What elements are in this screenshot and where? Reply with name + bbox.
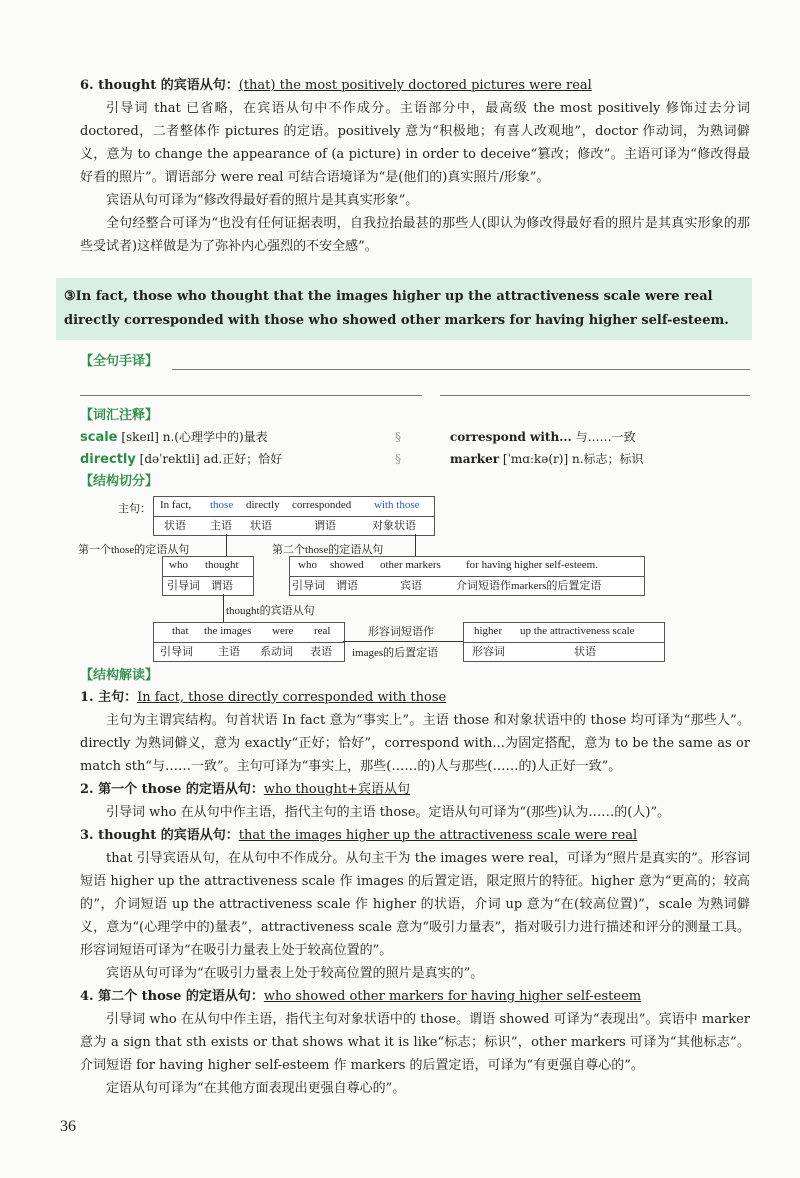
vocab-directly: directly [dəˈrektli] ad.正好；恰好: [80, 452, 283, 467]
analysis-a4b: 定语从句可译为“在其他方面表现出更强自尊心的”。: [106, 1081, 406, 1096]
sec6-heading: 6. thought 的宾语从句：: [80, 78, 239, 93]
adj-label-2: images的后置定语: [352, 647, 439, 659]
page-number: 36: [60, 1118, 76, 1135]
vocab-marker: marker [ˈmɑːkə(r)] n.标志；标识: [450, 452, 644, 466]
sec6-p2: 宾语从句可译为“修改得最好看的照片是其真实形象”。: [106, 193, 419, 208]
obj-label: thought的宾语从句: [226, 605, 315, 617]
vocab-correspond: correspond with... 与……一致: [450, 430, 636, 444]
vocab-label: 【词汇注释】: [80, 408, 159, 423]
main-clause-box: In fact, those directly corresponded with those 状语 主语 状语 谓语 对象状语: [153, 496, 435, 536]
adj-label-1: 形容词短语作: [368, 626, 434, 638]
translation-line-3: [440, 395, 750, 396]
analysis-a2: 引导词 who 在从句中作主语，指代主句的主语 those。定语从句可译为“(那些)认为……的(人)”。: [106, 805, 671, 820]
structure-label: 【结构切分】: [80, 474, 159, 489]
sentence-3: ③In fact, those who thought that the images higher up the attractiveness scale were real directly corresponded with those who showed other markers for having higher self-esteem.: [64, 289, 729, 328]
analysis-label: 【结构解读】: [80, 668, 159, 683]
analysis-a1: 主句为主谓宾结构。句首状语 In fact 意为“事实上”。主语 those 和对象状语中的 those 均可译为“那些人”。directly 为熟词僻义，意为 exactly“正好；恰好”，correspond with...为固定搭配，意为 to be the same as or match sth“与……一致”。主句可译为“事实上，那些(……的)人与那些(……的)人正好一致”。: [80, 713, 750, 774]
analysis-a4: 引导词 who 在从句中作主语，指代主句对象状语中的 those。谓语 showed 可译为“表现出”。宾语中 marker 意为 a sign that sth exists or that shows what it is like“标志；标识”，other markers 可译为“其他标志”。介词短语 for having higher self-esteem 作 markers 的后置定语，可译为“有更强自尊心的”。: [80, 1012, 750, 1073]
main-label: 主句：: [118, 503, 151, 515]
sec6-heading-rest: (that) the most positively doctored pictures were real: [238, 78, 592, 93]
analysis-a3b: 宾语从句可译为“在吸引力量表上处于较高位置的照片是真实的”。: [106, 966, 484, 981]
sec6-p3: 全句经整合可译为“也没有任何证据表明，自我拉抬最甚的那些人(即认为修改得最好看的照片是其真实形象的那些受试者)这样做是为了弥补内心强烈的不安全感”。: [80, 216, 750, 254]
analysis-a3: that 引导宾语从句，在从句中不作成分。从句主干为 the images were real，可译为“照片是真实的”。形容词短语 higher up the attractiveness scale 作 images 的后置定语，限定照片的特征。higher 意为“更高的；较高的”，介词短语 up the attractiveness scale 作 higher 的状语，介词 up 意为“在(较高位置)”，scale 为熟词僻义，意为“(心理学中的)量表”，attractiveness scale 意为“吸引力量表”，指对吸引力进行描述和评分的测量工具。形容词短语可译为“在吸引力量表上处于较高位置的”。: [80, 851, 750, 958]
obj-box: that the images were real 引导词 主语 系动词 表语: [153, 622, 345, 662]
rel2-box: who showed other markers for having higher self-esteem. 引导词 谓语 宾语 介词短语作markers的后置定语: [289, 556, 645, 596]
translation-line-1: [172, 369, 750, 370]
rel1-label: 第一个those的定语从句: [78, 544, 190, 556]
rel1-box: who thought 引导词 谓语: [162, 556, 254, 596]
translation-label: 【全句手译】: [80, 354, 159, 369]
rel2-label: 第二个those的定语从句: [272, 544, 384, 556]
adj-box: higher up the attractiveness scale 形容词 状语: [463, 622, 665, 662]
vocab-scale: scale [skeɪl] n.(心理学中的)量表: [80, 430, 268, 445]
section-6: [80, 74, 750, 258]
analysis: 1. 主句：In fact, those directly corresponded with those 主句为主谓宾结构。句首状语 In fact 意为“事实上”。主语 those 和对象状语中的 those 均可译为“那些人”。directly 为熟词僻义，意为 exactly“正好；恰好”，correspond with...为固定搭配，意为 to be the same as or match sth“与……一致”。主句可译为“事实上，那些(……的)人与那些(……的)人正好一致”。 2. 第一个 those 的定语从句：who thought+宾语从句 引导词 who 在从句中作主语，指代主句的主语 those。定语从句可译为“(那些)认为……的(人)”。 3. thought 的宾语从句：that the images higher up the attractiveness scale were real that 引导宾语从句，在从句中不作成分。从句主干为 the images were real，可译为“照片是真实的”。形容词短语 higher up the attractiveness scale 作 images 的后置定语，限定照片的特征。higher 意为“更高的；较高的”，介词短语 up the attractiveness scale 作 higher 的状语，介词 up 意为“在(较高位置)”，scale 为熟词僻义，意为“(心理学中的)量表”，attractiveness scale 意为“吸引力量表”，指对吸引力进行描述和评分的测量工具。形容词短语可译为“在吸引力量表上处于较高位置的”。 宾语从句可译为“在吸引力量表上处于较高位置的照片是真实的”。 4. 第二个 those 的定语从句：who showed other markers for having higher self-esteem 引导词 who 在从句中作主语，指代主句对象状语中的 those。谓语 showed 可译为“表现出”。宾语中 marker 意为 a sign that sth exists or that shows what it is like“标志；标识”，other markers 可译为“其他标志”。介词短语 for having higher self-esteem 作 markers 的后置定语，可译为“有更强自尊心的”。 定语从句可译为“在其他方面表现出更强自尊心的”。: [80, 686, 750, 1100]
sec6-p1: 引导词 that 已省略，在宾语从句中不作成分。主语部分中，最高级 the most positively 修饰过去分词 doctored，二者整体作 pictures 的定语。positively 意为“积极地；有喜人改观地”，doctor 作动词，为熟词僻义，意为 to change the appearance of (a picture) in order to deceive“篡改；修改”。主语可译为“修改得最好看的照片”。谓语部分 were real 可结合语境译为“是(他们的)真实照片/形象”。: [80, 101, 750, 185]
translation-line-2: [80, 395, 422, 396]
vocab-divider: § §: [395, 430, 401, 466]
